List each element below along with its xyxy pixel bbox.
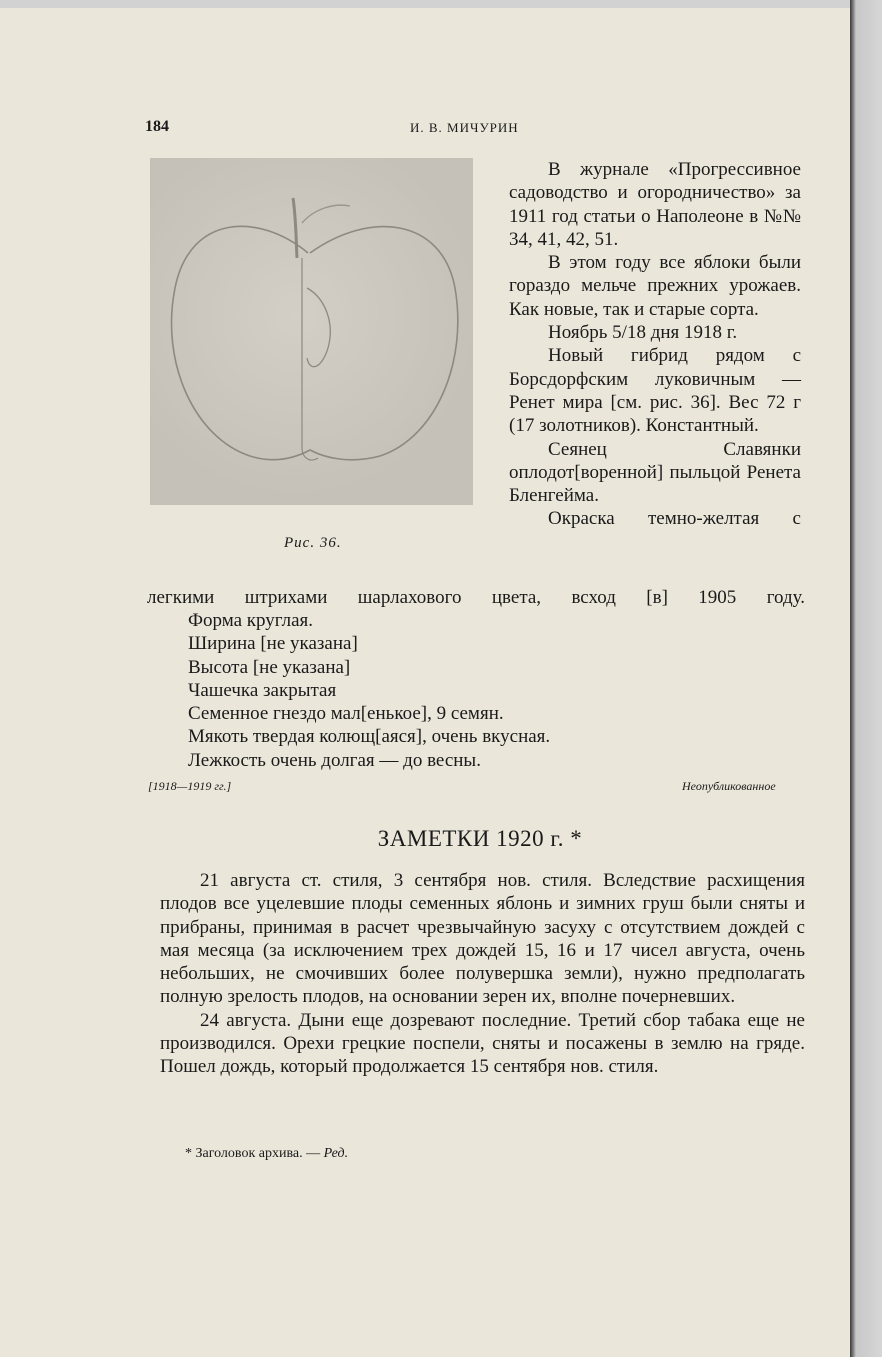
note-august-24: 24 августа. Дыни еще дозревают последние. Третий сбор табака еще не производился. Орехи грецкие поспели, сняты и посажены в землю на гряде. Пошел дождь, который продолжается 15 сентября нов. стиля. — [160, 1009, 805, 1078]
characteristic-shape: Форма круглая. — [188, 610, 314, 631]
footnote — [185, 1146, 348, 1162]
paragraph-date: Ноябрь 5/18 дня 1918 г. — [548, 322, 738, 344]
characteristic-flesh: Мякоть твердая колющ[аяся], очень вкусная. — [188, 726, 551, 748]
characteristic-height: Высота [не указана] — [188, 656, 351, 678]
paragraph-color-start: Окраска темно-желтая с — [548, 508, 801, 530]
apple-figure — [150, 158, 473, 505]
footnote-editor: Ред. — [323, 1146, 349, 1161]
characteristic-seed-nest: Семенное гнездо мал[енькое], 9 семян. — [188, 703, 504, 725]
full-width-text — [147, 586, 805, 609]
paragraph-journal: В журнале «Прогрессивное садоводство и огородничество» за 1911 год статьи о Наполеоне в №№ 34, 41, 42, 51. — [509, 159, 801, 250]
paragraph-seedling: Сеянец Славянки оплодот[воренной] пыльцой Ренета Бленгейма. — [509, 438, 801, 507]
book-page — [0, 8, 850, 1357]
paragraph-new-hybrid: Новый гибрид рядом с Борсдорфским луковичным — Ренет мира [см. рис. 36]. Вес 72 г (17 золотников). Константный. — [509, 345, 801, 437]
apple-cross-section-drawing — [150, 158, 473, 505]
unpublished-note: Неопубликованное — [682, 779, 776, 793]
characteristic-keeping: Лежкость очень долгая — до весны. — [188, 749, 481, 771]
figure-caption: Рис. 36. — [284, 535, 342, 551]
color-continuation-line: легкими штрихами шарлахового цвета, всход [в] 1905 году. — [147, 587, 805, 608]
section-title: ЗАМЕТКИ 1920 г. * — [377, 826, 583, 851]
characteristic-width: Ширина [не указана] — [188, 633, 358, 655]
dates-note: [1918—1919 гг.] — [148, 779, 232, 793]
page-number: 184 — [145, 118, 169, 135]
page-edge — [850, 0, 882, 1357]
paragraph-apples-smaller: В этом году все яблоки были гораздо мельче прежних урожаев. Как новые, так и старые сорта. — [509, 252, 801, 320]
characteristics-list — [188, 609, 550, 772]
characteristic-calyx: Чашечка закрытая — [188, 679, 337, 701]
note-august-21: 21 августа ст. стиля, 3 сентября нов. стиля. Вследствие расхищения плодов все уцелевшие плоды семенных яблонь и зимних груш были сняты и прибраны, принимая в расчет чрезвычайную засуху с отсутствием дождей с мая месяца (за исключением трех дождей 15, 16 и 17 чисел августа, очень небольших, не смочивших более полувершка земли), нужно предполагать полную зрелость плодов, на основании зерен их, вполне почерневших. — [160, 870, 805, 1008]
running-head: И. В. МИЧУРИН — [410, 120, 519, 135]
side-column-text — [509, 158, 801, 531]
notes-body — [160, 869, 805, 1079]
footnote-text: * Заголовок архива. — — [185, 1146, 321, 1161]
